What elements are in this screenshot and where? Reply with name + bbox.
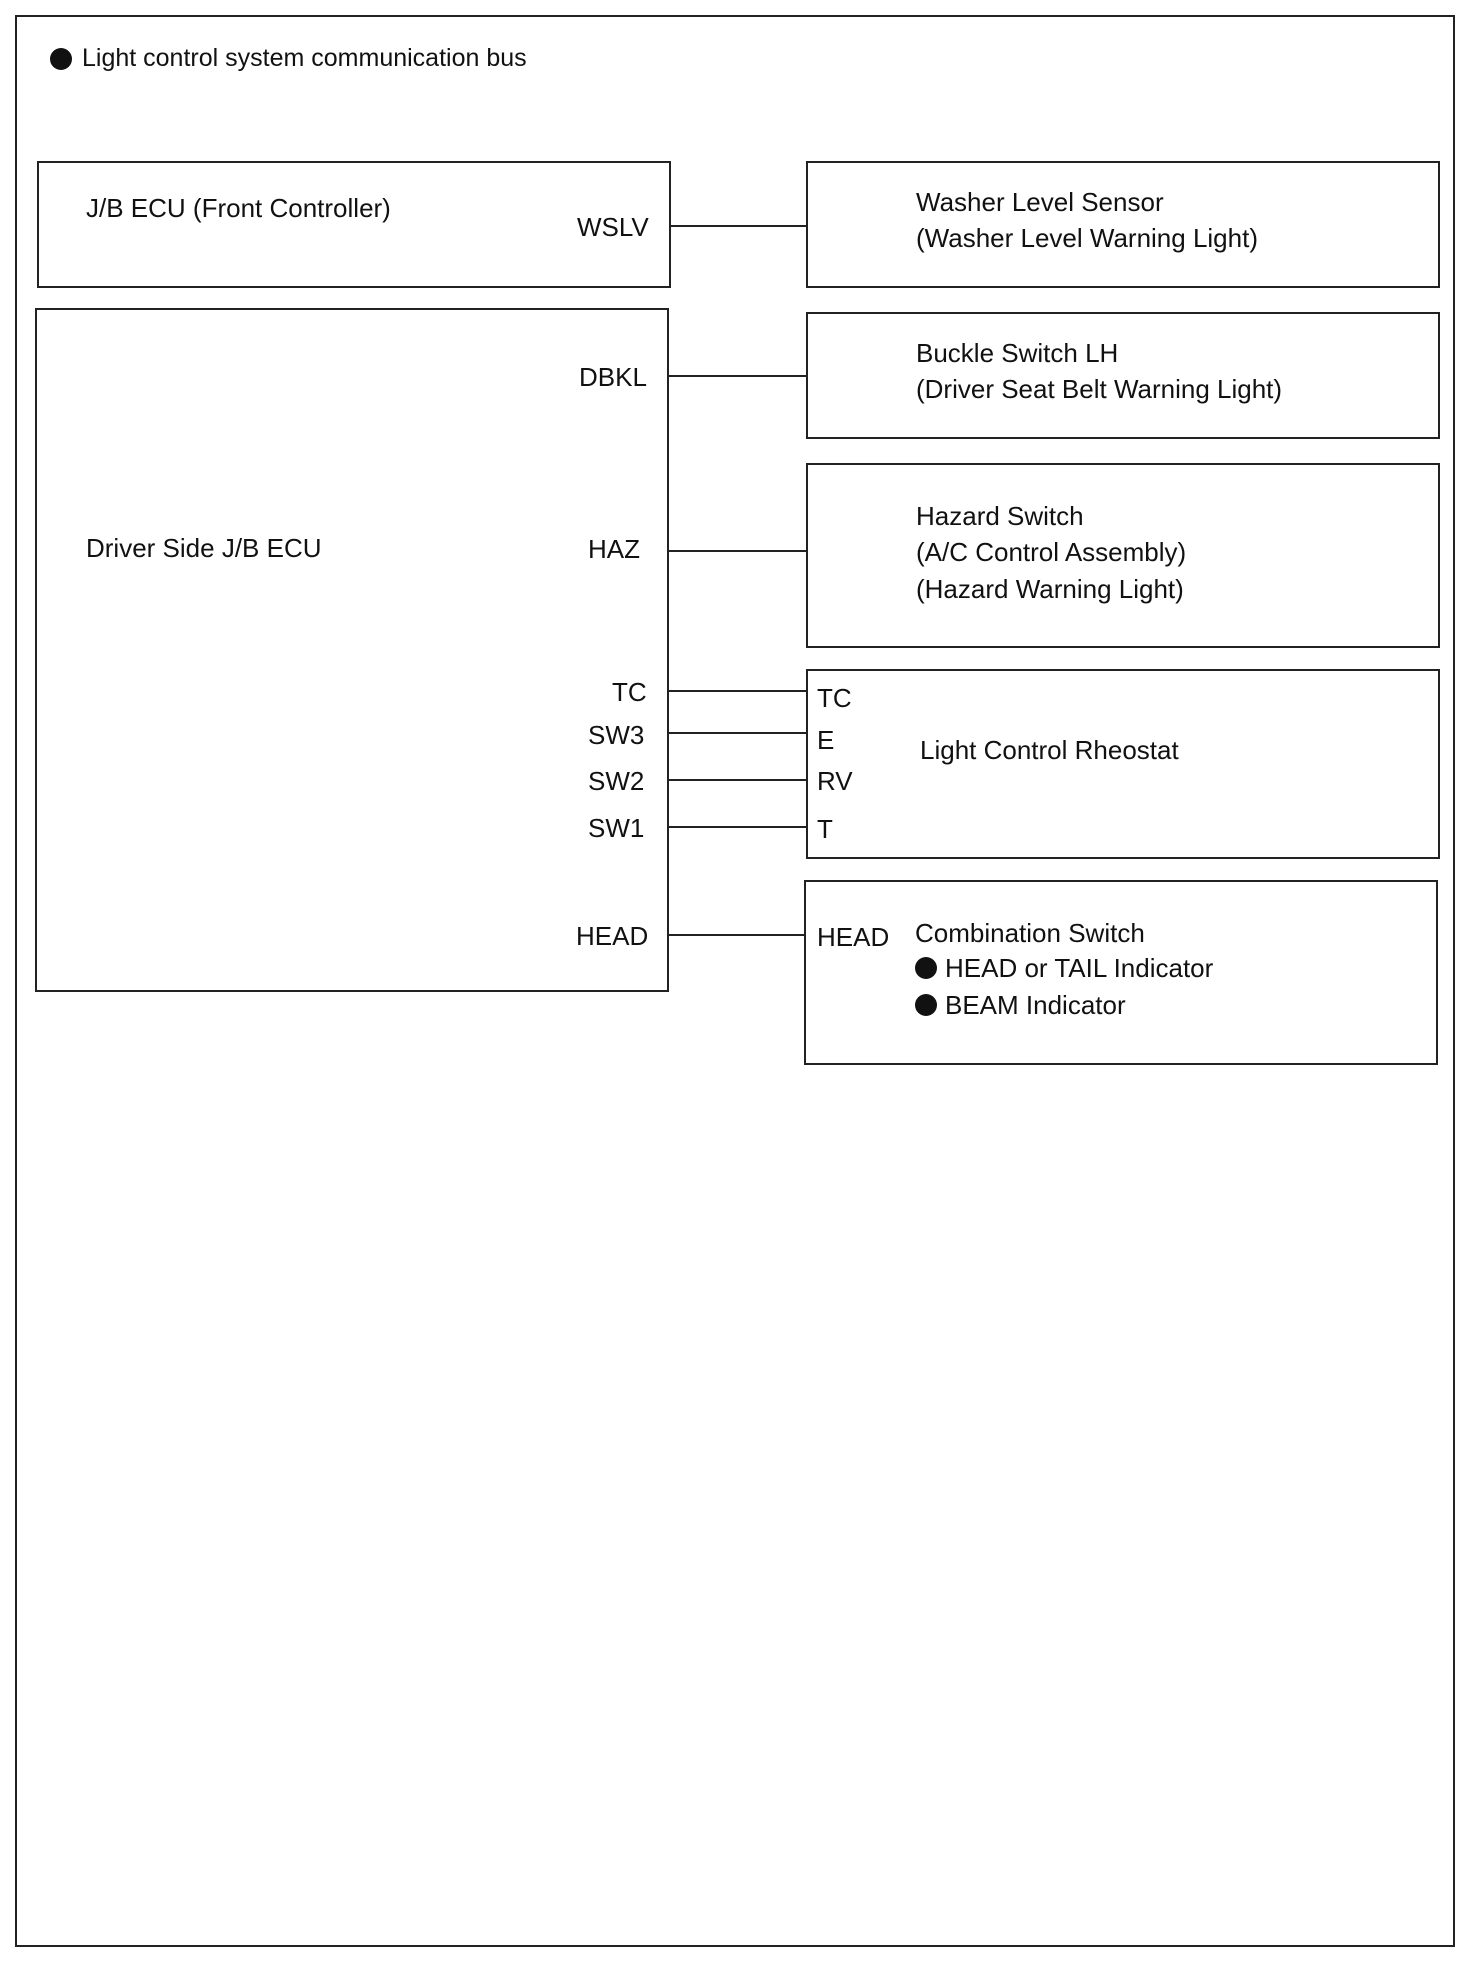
beam-indicator-item (915, 992, 1126, 1018)
wire-head (669, 934, 804, 936)
bullet-dot-icon (915, 957, 937, 979)
light-control-rheostat-title: Light Control Rheostat (920, 735, 1179, 765)
wire-dbkl (669, 375, 806, 377)
bullet-dot-icon (915, 994, 937, 1016)
terminal-dbkl: DBKL (579, 362, 647, 392)
wire-tc (669, 690, 806, 692)
hazard-warning-light-label: (Hazard Warning Light) (916, 574, 1184, 604)
wire-haz (669, 550, 806, 552)
head-tail-indicator-label: HEAD or TAIL Indicator (945, 953, 1214, 983)
seat-belt-warning-label: (Driver Seat Belt Warning Light) (916, 374, 1283, 404)
driver-jb-ecu-box (35, 308, 669, 992)
terminal-wslv: WSLV (577, 212, 649, 242)
buckle-switch-label: Buckle Switch LH (916, 338, 1119, 368)
combination-terminal-head: HEAD (817, 922, 890, 952)
rheostat-terminal-tc: TC (817, 683, 852, 713)
wire-wslv (670, 225, 806, 227)
combination-switch-title: Combination Switch (915, 918, 1145, 948)
diagram-heading (50, 44, 527, 73)
terminal-tc: TC (612, 677, 647, 707)
terminal-sw2: SW2 (588, 766, 645, 796)
washer-level-sensor-label: Washer Level Sensor (916, 187, 1164, 217)
rheostat-terminal-e: E (817, 725, 835, 755)
jb-ecu-front-title: J/B ECU (Front Controller) (86, 193, 391, 223)
hazard-switch-label: Hazard Switch (916, 501, 1084, 531)
beam-indicator-label: BEAM Indicator (945, 990, 1126, 1020)
terminal-haz: HAZ (588, 534, 640, 564)
rheostat-terminal-rv: RV (817, 766, 853, 796)
wire-sw2-rv (669, 779, 806, 781)
wire-sw3-e (669, 732, 806, 734)
jb-ecu-front-box (37, 161, 671, 288)
heading-text: Light control system communication bus (82, 44, 527, 72)
terminal-sw1: SW1 (588, 813, 645, 843)
wire-sw1-t (669, 826, 806, 828)
washer-level-warning-label: (Washer Level Warning Light) (916, 223, 1258, 253)
bullet-dot-icon (50, 48, 72, 70)
terminal-head: HEAD (576, 921, 649, 951)
rheostat-terminal-t: T (817, 814, 833, 844)
terminal-sw3: SW3 (588, 720, 645, 750)
ac-control-assembly-label: (A/C Control Assembly) (916, 537, 1187, 567)
head-tail-indicator-item (915, 955, 1213, 981)
driver-jb-ecu-title: Driver Side J/B ECU (86, 533, 322, 563)
